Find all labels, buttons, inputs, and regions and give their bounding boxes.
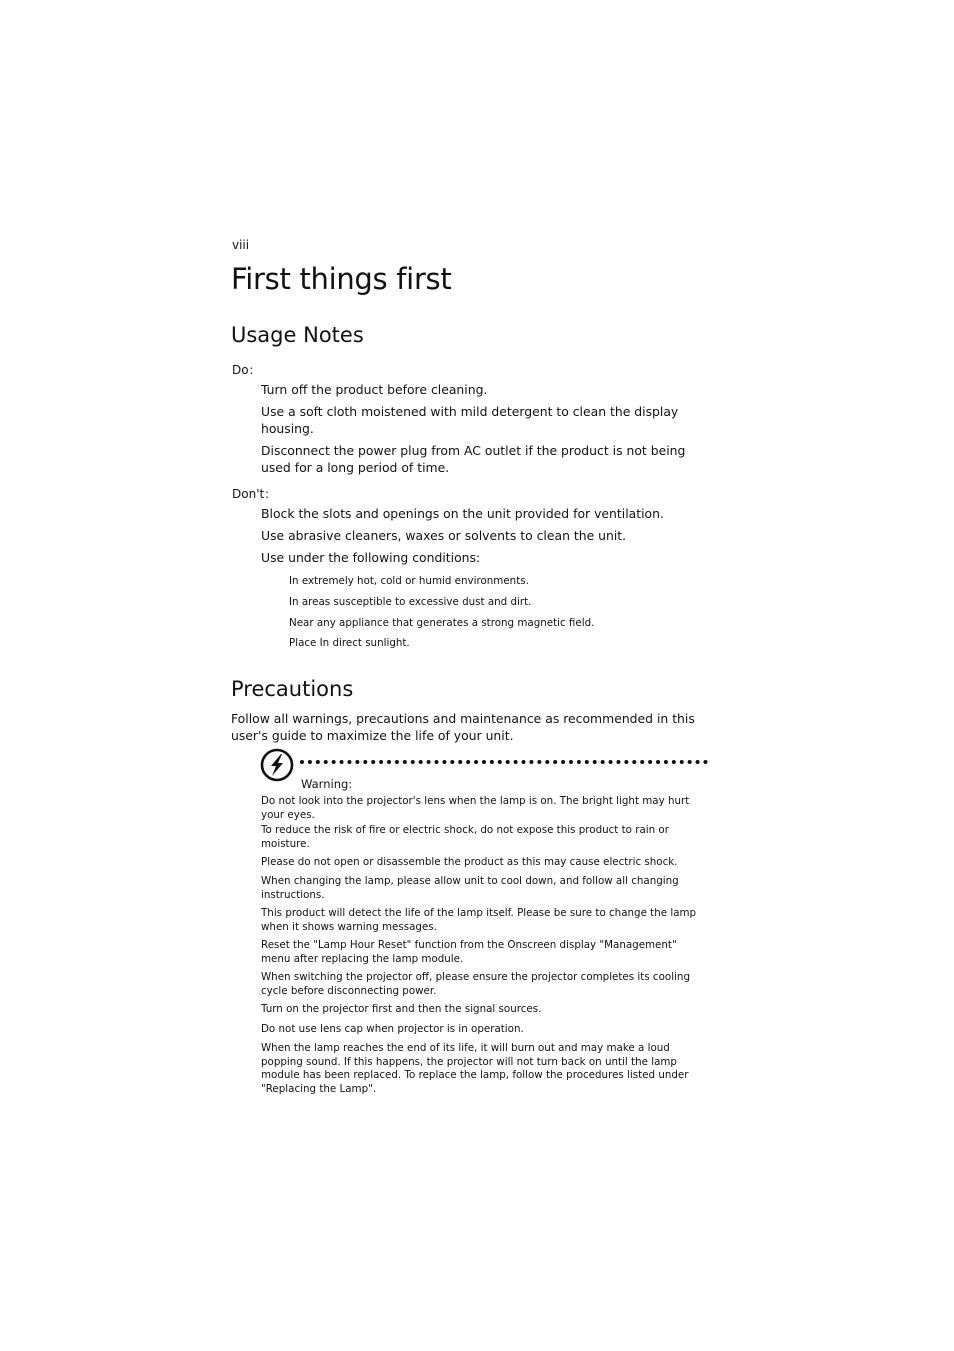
do-label: Do： <box>232 363 261 377</box>
do-item: Use a soft cloth moistened with mild detergent to clean the display housing. <box>261 404 679 436</box>
warning-item: Please do not open or disassemble the product as this may cause electric shock. <box>261 856 678 868</box>
dont-item: Use under the following conditions: <box>261 550 481 565</box>
condition-item: Place In direct sunlight. <box>289 637 410 649</box>
warning-title: Warning: <box>301 777 353 791</box>
page-number: viii <box>232 238 250 252</box>
warning-item: This product will detect the life of the lamp itself. Please be sure to change the lamp when it shows warning messages. <box>261 907 697 933</box>
do-item: Disconnect the power plug from AC outlet if the product is not being used for a long period of time. <box>261 443 686 475</box>
warning-item: When switching the projector off, please ensure the projector completes its cooling cycle before disconnecting power. <box>261 971 690 997</box>
precautions-heading: Precautions <box>231 677 354 701</box>
condition-item: In extremely hot, cold or humid environments. <box>289 575 529 587</box>
warning-divider <box>300 760 708 764</box>
warning-item: When the lamp reaches the end of its life, it will burn out and may make a loud popping sound. If this happens, the projector will not turn back on until the lamp module has been replaced. To replace the lamp, follow the procedures listed under "Replacing the Lamp". <box>261 1042 689 1095</box>
page-title: First things first <box>231 262 452 296</box>
dont-label: Don't： <box>232 487 277 501</box>
warning-item: Do not use lens cap when projector is in operation. <box>261 1023 524 1035</box>
warning-item: When changing the lamp, please allow unit to cool down, and follow all changing instructions. <box>261 875 679 901</box>
warning-item: To reduce the risk of fire or electric shock, do not expose this product to rain or moisture. <box>261 824 669 850</box>
condition-item: Near any appliance that generates a strong magnetic field. <box>289 617 595 629</box>
warning-item: Do not look into the projector's lens when the lamp is on. The bright light may hurt your eyes. <box>261 795 690 821</box>
lightning-warning-icon <box>260 748 294 782</box>
warning-item: Reset the "Lamp Hour Reset" function from the Onscreen display "Management" menu after replacing the lamp module. <box>261 939 677 965</box>
dont-item: Block the slots and openings on the unit provided for ventilation. <box>261 506 664 521</box>
warning-item: Turn on the projector first and then the signal sources. <box>261 1003 542 1015</box>
usage-notes-heading: Usage Notes <box>231 323 364 347</box>
precautions-intro: Follow all warnings, precautions and maintenance as recommended in this user's guide to maximize the life of your unit. <box>231 711 695 743</box>
dont-item: Use abrasive cleaners, waxes or solvents to clean the unit. <box>261 528 627 543</box>
do-item: Turn off the product before cleaning. <box>261 382 488 397</box>
condition-item: In areas susceptible to excessive dust and dirt. <box>289 596 532 608</box>
